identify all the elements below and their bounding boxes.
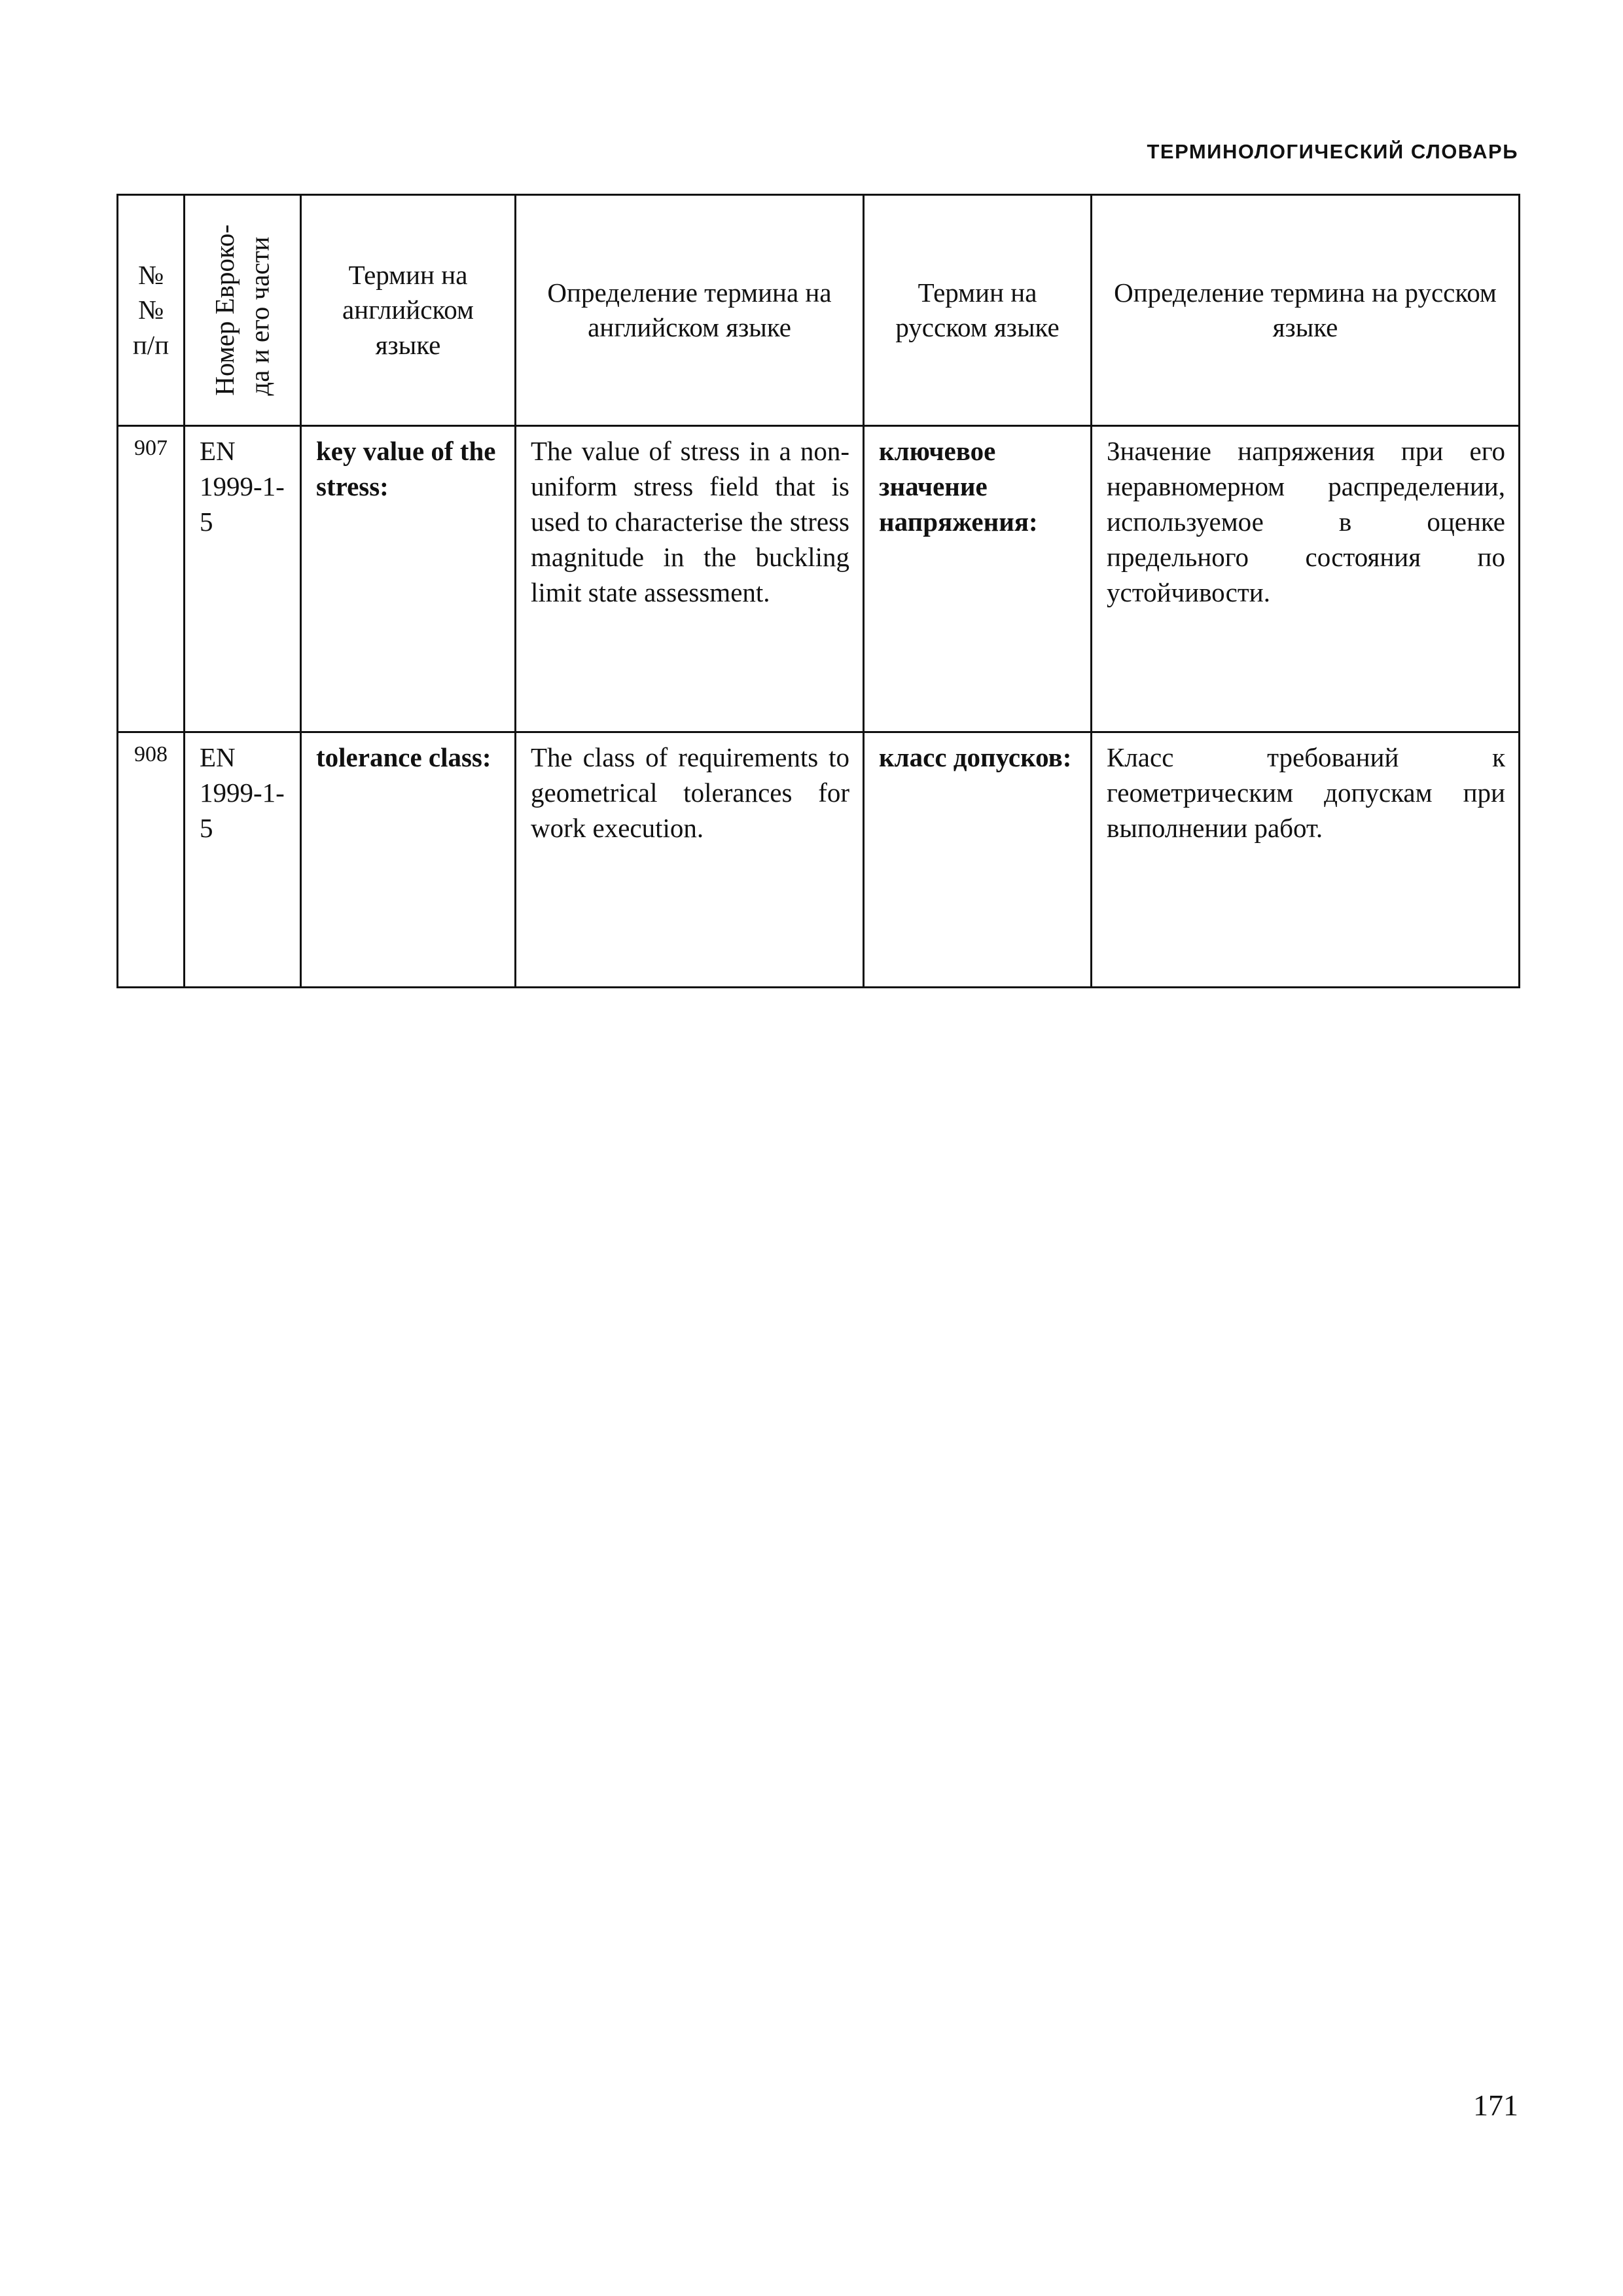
row-num: 908 (118, 732, 185, 988)
header-num: №№ п/п (118, 195, 185, 426)
header-code-line2: да и его части (244, 236, 275, 396)
row-code: EN 1999-1-5 (185, 732, 301, 988)
row-en-def: The value of stress in a non-uniform stress field that is used to characterise the stress magnitude in the buckling limit state assessment. (516, 426, 864, 732)
header-code (185, 195, 301, 426)
running-header: ТЕРМИНОЛОГИЧЕСКИЙ СЛОВАРЬ (1147, 140, 1518, 163)
row-ru-term: ключевое значение напряжения: (864, 426, 1092, 732)
table-header-row (118, 195, 1520, 426)
row-en-term: key value of the stress: (301, 426, 516, 732)
row-en-def: The class of requirements to geometrical tolerances for work execution. (516, 732, 864, 988)
header-ru-term: Термин на русском языке (864, 195, 1092, 426)
row-en-term: tolerance class: (301, 732, 516, 988)
header-en-term: Термин на английском языке (301, 195, 516, 426)
row-ru-def: Значение напряжения при его неравномерном распределении, используемое в оценке предельного состояния по устойчивости. (1092, 426, 1520, 732)
row-code: EN 1999-1-5 (185, 426, 301, 732)
row-ru-term: класс допусков: (864, 732, 1092, 988)
header-ru-def: Определение термина на русском языке (1092, 195, 1520, 426)
header-code-line1: Номер Евроко- (209, 224, 240, 396)
page-number: 171 (1473, 2089, 1518, 2122)
glossary-table (116, 194, 1520, 988)
table-row (118, 426, 1520, 732)
table-row (118, 732, 1520, 988)
row-num: 907 (118, 426, 185, 732)
header-en-def: Определение термина на английском языке (516, 195, 864, 426)
header-code-text (207, 224, 277, 396)
row-ru-def: Класс требований к геометрическим допускам при выполнении работ. (1092, 732, 1520, 988)
